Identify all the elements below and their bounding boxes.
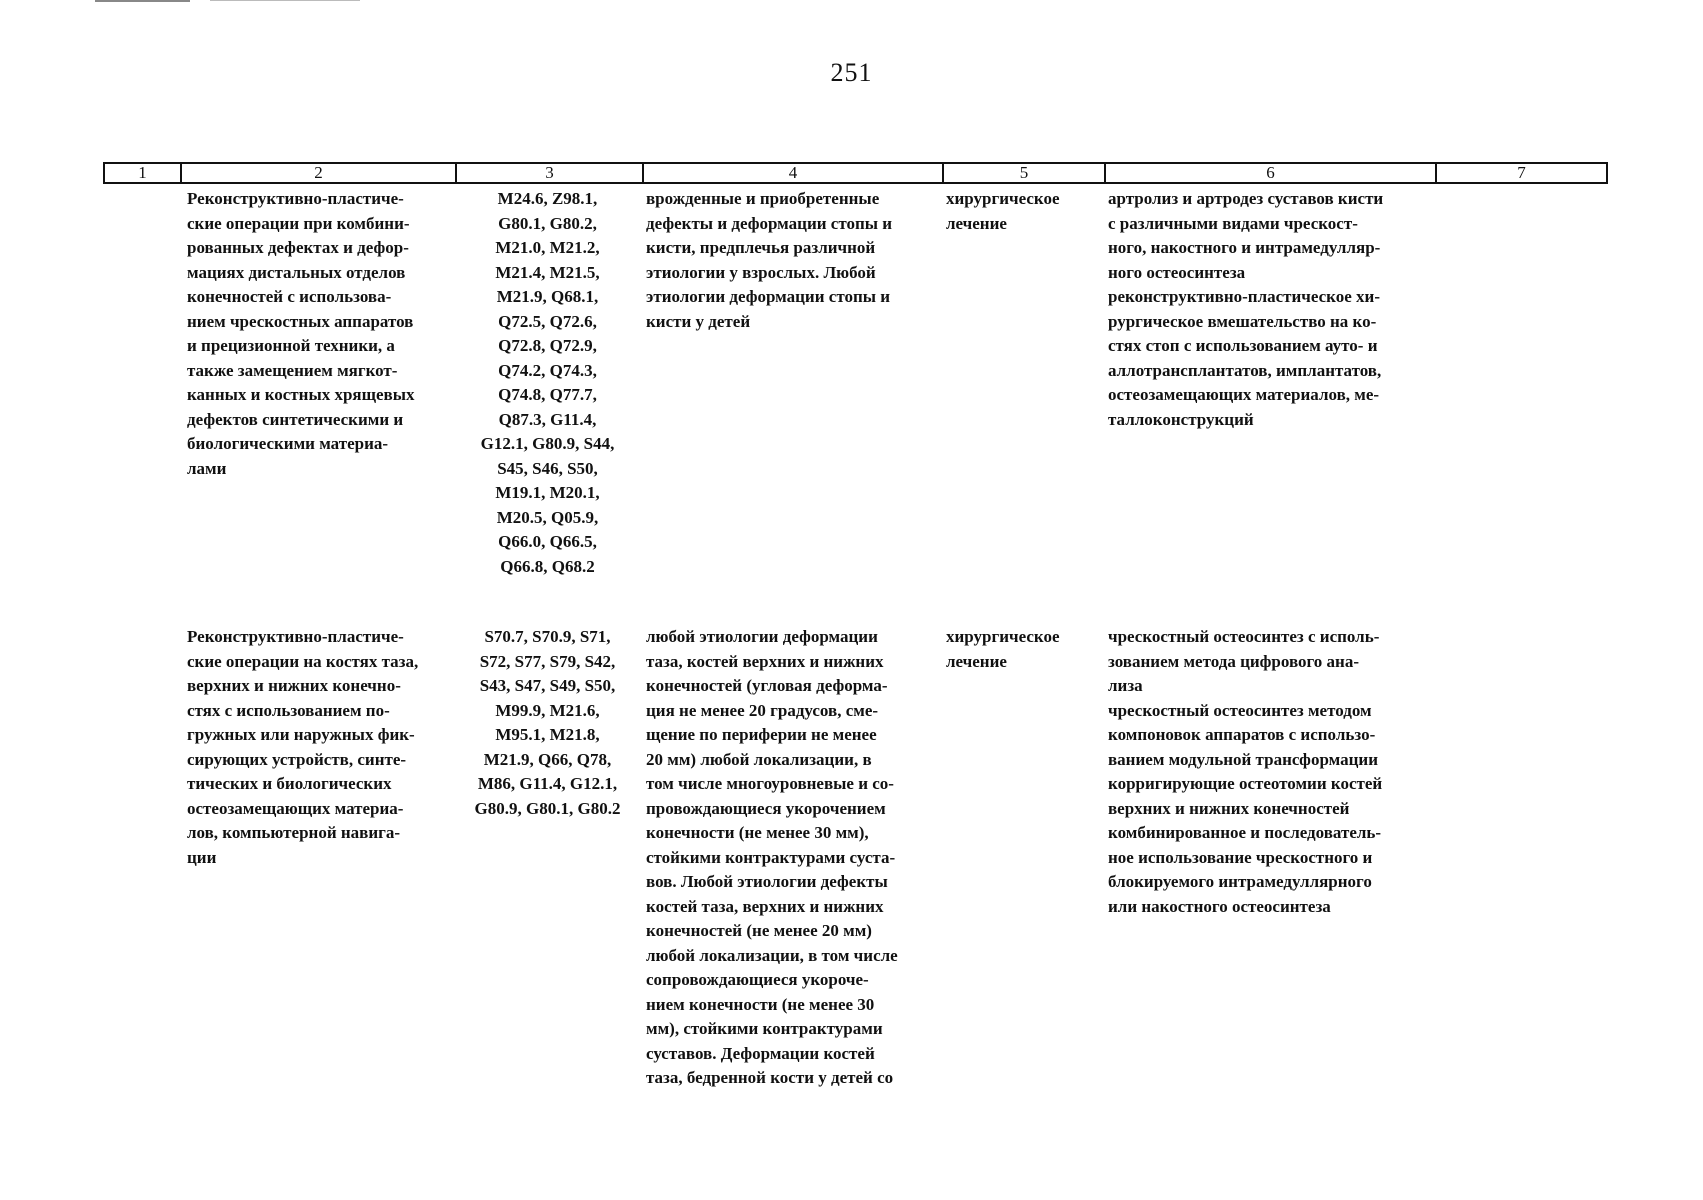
- column-header-3: 3: [545, 163, 554, 182]
- scan-artifact-line: [95, 0, 190, 2]
- page-number: 251: [830, 58, 873, 87]
- row-1-intervention-name: Реконструктивно-пластиче- ские операции при комбини- рованных дефектах и дефор- мациях дистальных отделов конечностей с использова- нием чрескостных аппаратов и прецизионной техники, а также замещением мягкот- канных и костных хрящевых дефектов синтетическими и биологическими материа- лами: [187, 189, 415, 478]
- column-header-7: 7: [1517, 163, 1526, 182]
- row-2-treatment-type: хирургическое лечение: [946, 627, 1060, 671]
- row-1-patient-model: врожденные и приобретенные дефекты и деформации стопы и кисти, предплечья различной этиологии у взрослых. Любой этиологии деформации стопы и кисти у детей: [646, 189, 893, 331]
- row-2-intervention-name: Реконструктивно-пластиче- ские операции на костях таза, верхних и нижних конечно- стях с использованием по- гружных или наружных фик- сирующих устройств, синте- тических и биологических остеозамещающих материа- лов, компьютерной навига- ции: [187, 627, 419, 867]
- row-2-icd-codes: S70.7, S70.9, S71, S72, S77, S79, S42, S43, S47, S49, S50, M99.9, M21.6, M95.1, M21.8, M21.9, Q66, Q78, M86, G11.4, G12.1, G80.9, G80.1, G80.2: [474, 627, 621, 818]
- column-header-6: 6: [1266, 163, 1275, 182]
- column-header-1: 1: [138, 163, 147, 182]
- scan-artifact-line: [210, 0, 360, 1]
- row-2-patient-model: любой этиологии деформации таза, костей верхних и нижних конечностей (угловая деформа- ция не менее 20 градусов, сме- щение по периферии не менее 20 мм) любой локализации, в том числе многоуровневые и со- провождающиеся укорочением конечности (не менее 30 мм), стойкими контрактурами суста- вов. Любой этиологии дефекты костей таза, верхних и нижних конечностей (не менее 20 мм) любой локализации, в том числе сопровождающиеся укороче- нием конечности (не менее 30 мм), стойкими контрактурами суставов. Деформации костей таза, бедренной кости у детей со: [646, 627, 898, 1087]
- table-header-row: [103, 162, 1608, 184]
- row-1-treatment-type: хирургическое лечение: [946, 189, 1060, 233]
- row-2-treatment-method: чрескостный остеосинтез с исполь- зованием метода цифрового ана- лиза чрескостный остеосинтез методом компоновок аппаратов с использо- ванием модульной трансформации корригирующие остеотомии костей верхних и нижних конечностей комбинированное и последователь- ное использование чрескостного и блокируемого интрамедуллярного или накостного остеосинтеза: [1108, 627, 1383, 916]
- column-header-4: 4: [788, 163, 798, 182]
- row-1-icd-codes: M24.6, Z98.1, G80.1, G80.2, M21.0, M21.2, M21.4, M21.5, M21.9, Q68.1, Q72.5, Q72.6, Q72.8, Q72.9, Q74.2, Q74.3, Q74.8, Q77.7, Q87.3, G11.4, G12.1, G80.9, S44, S45, S46, S50, M19.1, M20.1, M20.5, Q05.9, Q66.0, Q66.5, Q66.8, Q68.2: [480, 189, 615, 576]
- column-header-2: 2: [314, 163, 323, 182]
- row-1-treatment-method: артролиз и артродез суставов кисти с различными видами чрескост- ного, накостного и интрамедулляр- ного остеосинтеза реконструктивно-пластическое хи- рургическое вмешательство на ко- стях стоп с использованием ауто- и аллотрансплантатов, имплантатов, остеозамещающих материалов, ме- таллоконструкций: [1108, 189, 1384, 429]
- column-header-5: 5: [1019, 163, 1029, 182]
